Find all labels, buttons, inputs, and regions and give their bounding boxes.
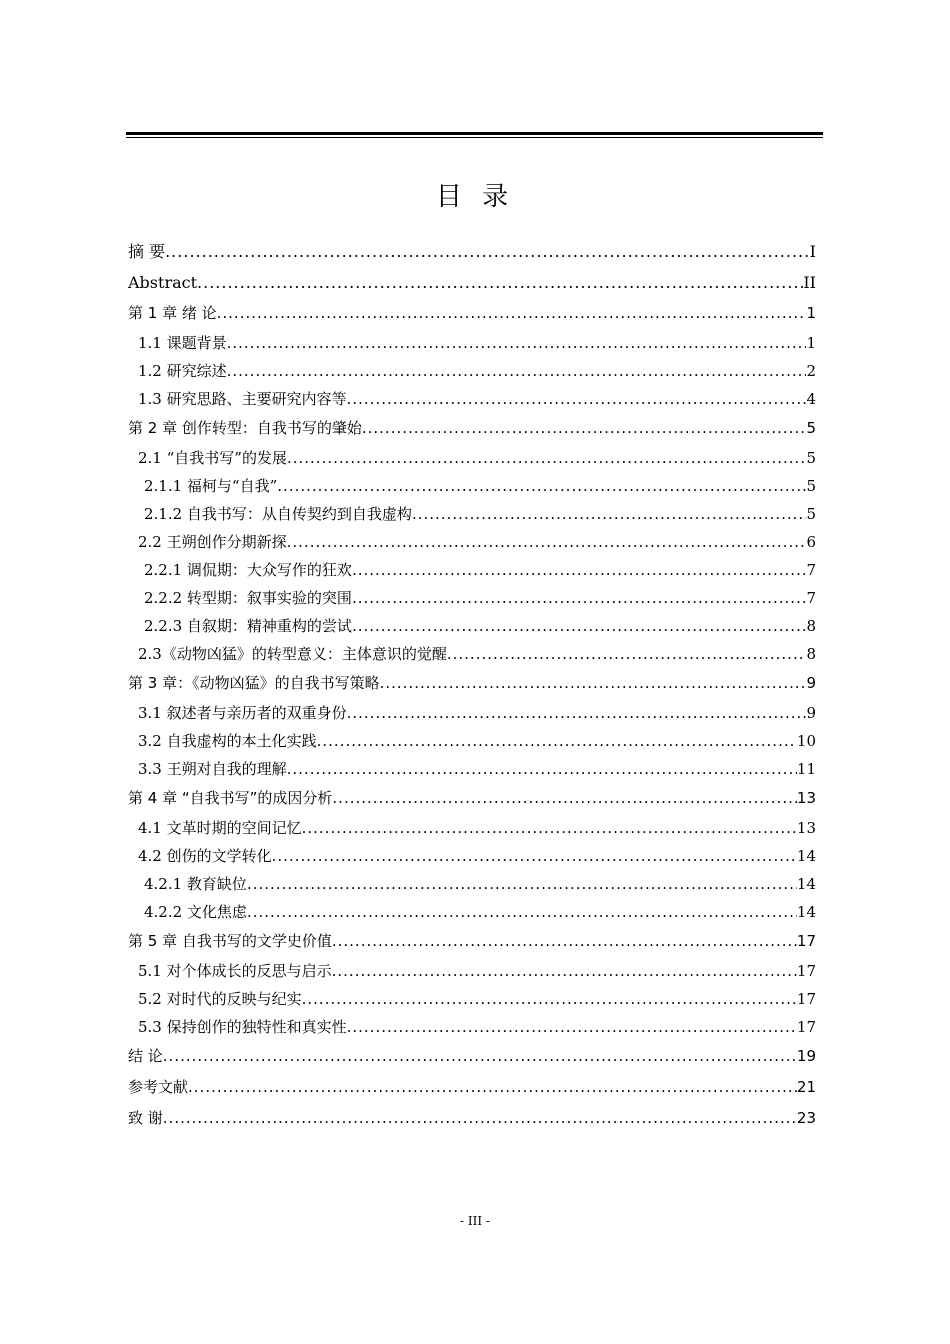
toc-entry-page: 9: [806, 674, 816, 692]
toc-entry-page: 10: [796, 732, 816, 750]
toc-entry-label: 1.1 课题背景: [138, 334, 227, 352]
toc-dot-leader: [197, 267, 803, 298]
toc-dot-leader: [247, 898, 797, 926]
toc-entry-label: 3.2 自我虚构的本土化实践: [138, 732, 317, 750]
table-of-contents: [128, 236, 816, 1134]
toc-dot-leader: [412, 500, 807, 528]
toc-dot-leader: [317, 727, 797, 755]
toc-entry-label: 参考文献: [128, 1078, 189, 1096]
toc-entry-label: 2.1 “自我书写”的发展: [138, 449, 287, 467]
toc-entry-label: 1.3 研究思路、主要研究内容等: [138, 390, 347, 408]
toc-dot-leader: [380, 668, 807, 699]
toc-entry-chapter[interactable]: [128, 1072, 816, 1103]
toc-entry-section[interactable]: [128, 814, 816, 842]
toc-entry-section[interactable]: [128, 640, 816, 668]
page-title: 目 录: [435, 182, 515, 212]
toc-entry-page: 1: [806, 334, 816, 352]
toc-entry-page: 8: [806, 617, 816, 635]
toc-entry-page: 7: [806, 589, 816, 607]
toc-entry-page: 17: [796, 990, 816, 1008]
toc-dot-leader: [272, 842, 797, 870]
toc-entry-section[interactable]: [128, 385, 816, 413]
toc-entry-label: 第 2 章 创作转型：自我书写的肇始: [128, 419, 362, 437]
toc-dot-leader: [287, 528, 807, 556]
toc-entry-section[interactable]: [128, 985, 816, 1013]
toc-dot-leader: [332, 783, 797, 814]
toc-dot-leader: [447, 640, 807, 668]
toc-entry-page: 17: [796, 962, 816, 980]
toc-entry-subsection[interactable]: [128, 556, 816, 584]
toc-entry-label: 1.2 研究综述: [138, 362, 227, 380]
toc-dot-leader: [332, 926, 797, 957]
toc-entry-label: 4.2 创伤的文学转化: [138, 847, 272, 865]
toc-entry-label: 结 论: [128, 1047, 163, 1065]
toc-entry-page: 21: [796, 1078, 816, 1096]
toc-dot-leader: [188, 1072, 797, 1103]
toc-dot-leader: [332, 957, 797, 985]
toc-entry-label: 第 4 章 “自我书写”的成因分析: [128, 789, 333, 807]
toc-entry-chapter[interactable]: [128, 926, 816, 957]
toc-entry-chapter[interactable]: [128, 267, 816, 298]
toc-dot-leader: [287, 755, 797, 783]
toc-entry-chapter[interactable]: [128, 668, 816, 699]
toc-entry-label: 2.2.2 转型期：叙事实验的突围: [144, 589, 352, 607]
toc-entry-page: 5: [806, 449, 816, 467]
toc-entry-page: 13: [796, 789, 816, 807]
toc-entry-section[interactable]: [128, 755, 816, 783]
toc-entry-label: 5.2 对时代的反映与纪实: [138, 990, 302, 1008]
toc-entry-chapter[interactable]: [128, 1041, 816, 1072]
toc-entry-chapter[interactable]: [128, 413, 816, 444]
toc-dot-leader: [352, 584, 807, 612]
toc-entry-page: 13: [796, 819, 816, 837]
toc-dot-leader: [347, 385, 807, 413]
toc-entry-label: 第 1 章 绪 论: [128, 304, 217, 322]
toc-entry-page: 14: [796, 903, 816, 921]
toc-dot-leader: [287, 444, 806, 472]
toc-entry-page: 14: [796, 847, 816, 865]
toc-entry-section[interactable]: [128, 528, 816, 556]
toc-entry-page: 11: [796, 760, 816, 778]
toc-entry-label: 2.2.3 自叙期：精神重构的尝试: [144, 617, 352, 635]
toc-entry-label: 2.2 王朔创作分期新探: [138, 533, 287, 551]
toc-entry-page: 23: [796, 1109, 816, 1127]
toc-entry-subsection[interactable]: [128, 584, 816, 612]
toc-entry-label: 2.2.1 调侃期：大众写作的狂欢: [144, 561, 352, 579]
toc-entry-page: 17: [796, 1018, 816, 1036]
toc-entry-label: 致 谢: [128, 1109, 163, 1127]
toc-entry-label: 5.3 保持创作的独特性和真实性: [138, 1018, 347, 1036]
header-rule-thin: [126, 137, 823, 138]
toc-entry-page: II: [803, 273, 816, 292]
toc-dot-leader: [352, 556, 807, 584]
toc-dot-leader: [347, 699, 807, 727]
toc-entry-page: 8: [806, 645, 816, 663]
header-rule-thick: [126, 132, 823, 135]
toc-entry-label: 3.3 王朔对自我的理解: [138, 760, 287, 778]
toc-entry-page: 7: [806, 561, 816, 579]
toc-entry-section[interactable]: [128, 444, 816, 472]
toc-dot-leader: [302, 814, 797, 842]
toc-entry-section[interactable]: [128, 699, 816, 727]
toc-entry-page: I: [809, 242, 816, 261]
toc-entry-page: 2: [806, 362, 816, 380]
toc-dot-leader: [347, 1013, 797, 1041]
toc-entry-page: 5: [806, 505, 816, 523]
toc-entry-subsection[interactable]: [128, 870, 816, 898]
toc-dot-leader: [227, 357, 807, 385]
toc-entry-label: 3.1 叙述者与亲历者的双重身份: [138, 704, 347, 722]
toc-entry-label: 2.1.2 自我书写：从自传契约到自我虚构: [144, 505, 412, 523]
toc-entry-label: 4.1 文革时期的空间记忆: [138, 819, 302, 837]
toc-entry-label: 2.3《动物凶猛》的转型意义：主体意识的觉醒: [138, 645, 447, 663]
toc-entry-label: 2.1.1 福柯与“自我”: [144, 477, 278, 495]
toc-entry-label: 第 5 章 自我书写的文学史价值: [128, 932, 332, 950]
toc-entry-section[interactable]: [128, 1013, 816, 1041]
toc-dot-leader: [277, 472, 806, 500]
toc-entry-label: 4.2.1 教育缺位: [144, 875, 247, 893]
toc-entry-label: 摘 要: [128, 242, 166, 261]
toc-entry-label: 4.2.2 文化焦虑: [144, 903, 247, 921]
toc-entry-label: 第 3 章：《动物凶猛》的自我书写策略: [128, 674, 380, 692]
toc-dot-leader: [362, 413, 807, 444]
toc-entry-section[interactable]: [128, 357, 816, 385]
toc-entry-page: 14: [796, 875, 816, 893]
toc-entry-page: 17: [796, 932, 816, 950]
toc-dot-leader: [227, 329, 807, 357]
toc-entry-subsection[interactable]: [128, 898, 816, 926]
toc-entry-section[interactable]: [128, 329, 816, 357]
toc-entry-subsection[interactable]: [128, 612, 816, 640]
toc-dot-leader: [352, 612, 807, 640]
toc-dot-leader: [163, 1041, 797, 1072]
toc-entry-section[interactable]: [128, 957, 816, 985]
toc-entry-label: 5.1 对个体成长的反思与启示: [138, 962, 332, 980]
toc-entry-chapter[interactable]: [128, 298, 816, 329]
toc-entry-page: 5: [806, 477, 816, 495]
toc-entry-subsection[interactable]: [128, 500, 816, 528]
toc-entry-section[interactable]: [128, 727, 816, 755]
toc-entry-chapter[interactable]: [128, 236, 816, 267]
toc-entry-chapter[interactable]: [128, 1103, 816, 1134]
toc-entry-page: 9: [806, 704, 816, 722]
page-number-footer: - III -: [460, 1214, 490, 1228]
toc-entry-label: Abstract: [128, 273, 198, 292]
toc-entry-subsection[interactable]: [128, 472, 816, 500]
toc-entry-page: 1: [806, 304, 816, 322]
toc-dot-leader: [302, 985, 797, 1013]
toc-dot-leader: [247, 870, 797, 898]
toc-entry-page: 5: [806, 419, 816, 437]
toc-dot-leader: [165, 236, 810, 267]
toc-entry-section[interactable]: [128, 842, 816, 870]
toc-dot-leader: [163, 1103, 797, 1134]
toc-entry-page: 6: [806, 533, 816, 551]
toc-entry-chapter[interactable]: [128, 783, 816, 814]
toc-entry-page: 19: [796, 1047, 816, 1065]
toc-entry-page: 4: [806, 390, 816, 408]
toc-dot-leader: [217, 298, 807, 329]
